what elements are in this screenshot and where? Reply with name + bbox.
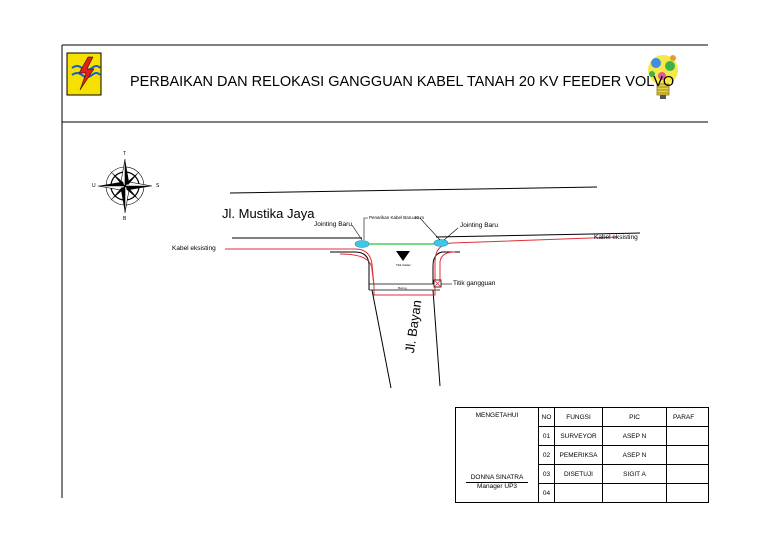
table-row: 03 DISETUJI SIGIT A [456, 465, 709, 484]
table-row: 04 [456, 484, 709, 503]
acknowledgement-header: MENGETAHUI [475, 412, 519, 419]
fault-point-icon [434, 280, 441, 287]
excavation-marker-icon [396, 251, 410, 261]
joint-right-icon [434, 240, 448, 247]
new-cable-label: Penarikan Kabel Baru 30 m [369, 215, 425, 220]
existing-cable-label-left: Kabel eksisting [172, 245, 216, 252]
compass-west-label: U [92, 183, 96, 189]
acknowledgement-cell [456, 408, 539, 503]
compass-rose-icon [98, 159, 152, 213]
jointing-label-right: Jointing Baru [460, 222, 498, 229]
joint-left-icon [355, 241, 369, 248]
jointing-label-left: Jointing Baru [314, 221, 352, 228]
compass-east-label: S [156, 183, 160, 189]
boring-label: Boring [398, 286, 407, 290]
existing-cable [225, 237, 618, 295]
col-header-pic: PIC [603, 408, 667, 427]
signer-name: DONNA SINATRA [470, 474, 524, 481]
table-row: 02 PEMERIKSA ASEP N [456, 446, 709, 465]
existing-cable-label-right: Kabel eksisting [594, 234, 638, 241]
col-header-paraf: PARAF [667, 408, 709, 427]
fault-point-label: Titik gangguan [453, 280, 496, 287]
pln-logo-icon [67, 53, 101, 95]
table-row: 01 SURVEYOR ASEP N [456, 427, 709, 446]
street-side-label: Jl. Bayan [402, 299, 425, 355]
signer-role: Manager UP3 [476, 483, 518, 490]
compass-south-label: B [123, 216, 127, 222]
approval-table [455, 407, 709, 503]
compass-north-label: T [123, 151, 127, 157]
drawing-title: PERBAIKAN DAN RELOKASI GANGGUAN KABEL TANAH 20 KV FEEDER VOLVO [130, 74, 675, 90]
col-header-fungsi: FUNGSI [555, 408, 603, 427]
col-header-no: NO [539, 408, 555, 427]
street-main-label: Jl. Mustika Jaya [222, 206, 315, 221]
excavation-label: Titik Galian [396, 263, 411, 267]
